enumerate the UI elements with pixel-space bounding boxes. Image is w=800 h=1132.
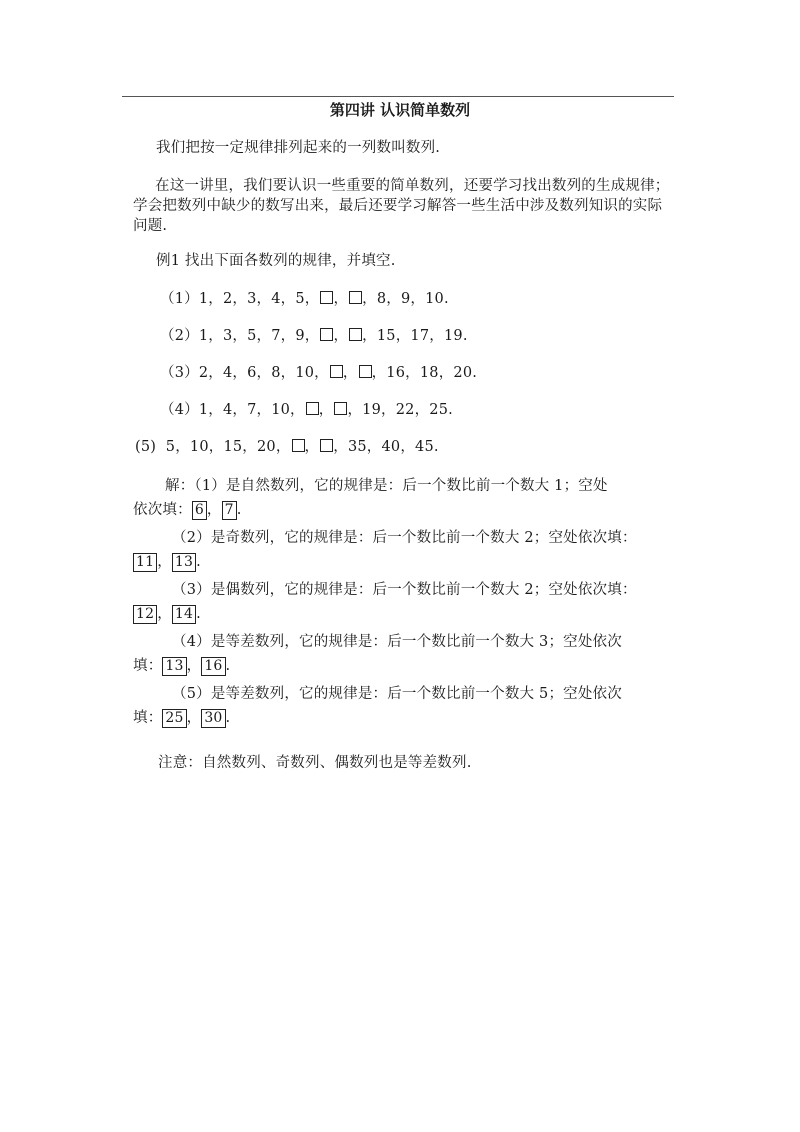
blank-box [334,402,347,415]
solution-4-line2: 填： 13 ， 16 . [133,658,231,674]
answer-box: 14 [172,605,196,624]
sequence-after: ，8，9，10. [362,291,449,307]
answer-box: 16 [201,657,225,676]
sequence-2: （2）1，3，5，7，9， ， ，15，17，19. [160,328,468,344]
solution-5-line2: 填： 25 ， 30 . [133,710,231,726]
answer-box: 13 [172,553,196,572]
sequence-before: 1，3，5，7，9， [198,328,320,344]
blank-box [320,439,333,452]
blank-box [306,402,319,415]
solution-2-line1: （2）是奇数列，它的规律是：后一个数比前一个数大 2；空处依次填： [172,530,637,546]
note-text: 注意：自然数列、奇数列、偶数列也是等差数列. [158,755,472,771]
sequence-before: 1，2，3，4，5， [198,291,320,307]
blank-box [330,365,343,378]
solution-prefix: 依次填： [133,502,192,518]
sequence-4: （4）1，4，7，10， ， ，19，22，25. [160,402,453,418]
blank-box [320,328,333,341]
blank-box [320,291,333,304]
sequence-after: ，35，40，45. [333,439,439,455]
solution-prefix: 填： [133,658,163,674]
blank-box [349,291,362,304]
sequence-label: （2） [160,328,199,344]
sequence-5: (5) 5，10，15，20， ， ，35，40，45. [135,439,439,455]
sequence-before: 2，4，6，8，10， [198,365,329,381]
sequence-label: （4） [160,402,199,418]
solution-3-line2: 12 ， 14 . [133,602,201,624]
page-title: 第四讲 认识简单数列 [329,101,471,119]
blank-box [359,365,372,378]
intro-text: 我们把按一定规律排列起来的一列数叫数列. [156,140,441,156]
sequence-label: （1） [160,291,199,307]
sequence-after: ，19，22，25. [347,402,453,418]
example-heading: 例1 找出下面各数列的规律，并填空. [156,253,396,269]
sequence-after: ，15，17，19. [362,328,468,344]
sequence-before: 5，10，15，20， [165,439,291,455]
sequence-1: （1）1，2，3，4，5， ， ，8，9，10. [160,291,449,307]
solution-5-line1: （5）是等差数列，它的规律是：后一个数比前一个数大 5；空处依次 [172,686,622,702]
answer-box: 6 [192,501,207,520]
answer-box: 13 [162,657,186,676]
blank-box [292,439,305,452]
sequence-3: （3）2，4，6，8，10， ， ，16，18，20. [160,365,478,381]
answer-box: 11 [133,553,157,572]
answer-box: 7 [222,501,237,520]
blank-box [349,328,362,341]
solution-1-line1: 解：（1）是自然数列，它的规律是：后一个数比前一个数大 1；空处 [165,478,608,494]
solution-2-line2: 11 ， 13 . [133,550,201,572]
answer-box: 25 [162,709,186,728]
answer-box: 30 [201,709,225,728]
intro-paragraph: 在这一讲里，我们要认识一些重要的简单数列，还要学习找出数列的生成规律；学会把数列中缺少的数写出来，最后还要学习解答一些生活中涉及数列知识的实际问题. [133,178,670,234]
answer-box: 12 [133,605,157,624]
sequence-after: ，16，18，20. [371,365,478,381]
sequence-label: （3） [160,365,199,381]
sequence-label: (5) [135,439,157,455]
solution-3-line1: （3）是偶数列，它的规律是：后一个数比前一个数大 2；空处依次填： [172,582,637,598]
solution-4-line1: （4）是等差数列，它的规律是：后一个数比前一个数大 3；空处依次 [172,634,622,650]
sequence-before: 1，4，7，10， [198,402,305,418]
header-rule [122,96,674,97]
solution-prefix: 填： [133,710,163,726]
solution-1-line2: 依次填： 6 ， 7 . [133,502,242,518]
